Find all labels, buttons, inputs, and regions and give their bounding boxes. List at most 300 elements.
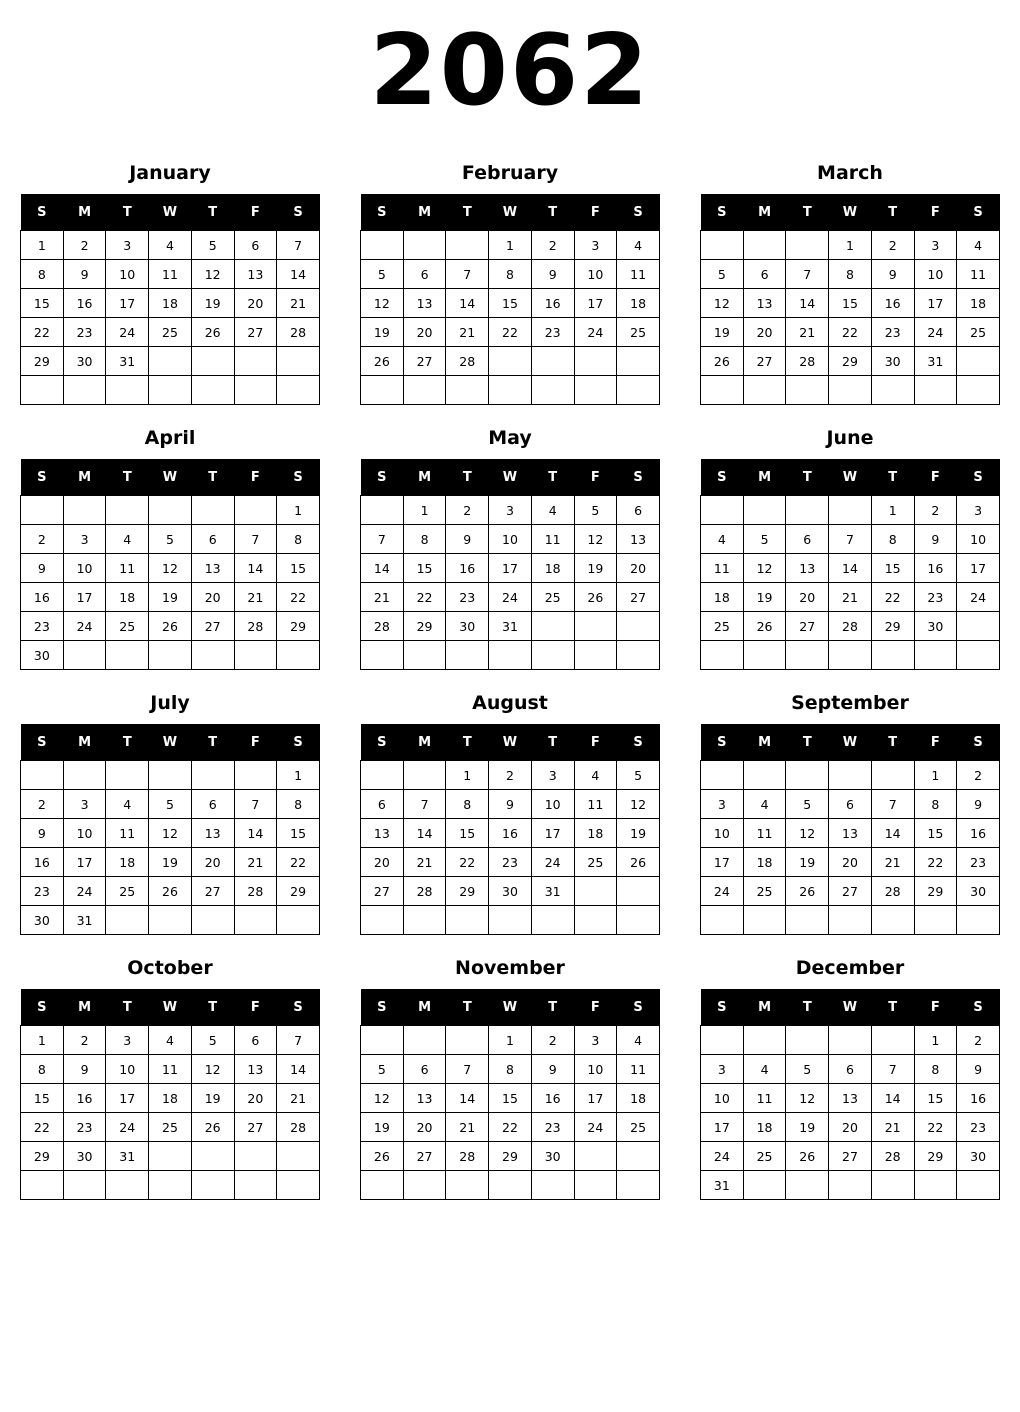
day-cell[interactable]: 30 bbox=[21, 906, 64, 935]
day-cell[interactable]: 7 bbox=[829, 525, 872, 554]
day-cell[interactable]: 17 bbox=[574, 289, 617, 318]
day-cell[interactable]: 31 bbox=[531, 877, 574, 906]
day-cell[interactable]: 18 bbox=[957, 289, 1000, 318]
day-cell[interactable]: 11 bbox=[106, 554, 149, 583]
day-cell[interactable]: 5 bbox=[361, 260, 404, 289]
day-cell[interactable]: 25 bbox=[957, 318, 1000, 347]
day-cell[interactable]: 5 bbox=[149, 790, 192, 819]
day-cell[interactable]: 26 bbox=[786, 1142, 829, 1171]
day-cell[interactable]: 4 bbox=[957, 231, 1000, 260]
day-cell[interactable]: 11 bbox=[617, 260, 660, 289]
day-cell[interactable]: 13 bbox=[829, 1084, 872, 1113]
day-cell[interactable]: 14 bbox=[234, 819, 277, 848]
day-cell[interactable]: 15 bbox=[871, 554, 914, 583]
day-cell[interactable]: 11 bbox=[574, 790, 617, 819]
day-cell[interactable]: 17 bbox=[574, 1084, 617, 1113]
day-cell[interactable]: 1 bbox=[403, 496, 446, 525]
day-cell[interactable]: 21 bbox=[446, 318, 489, 347]
day-cell[interactable]: 13 bbox=[191, 554, 234, 583]
day-cell[interactable]: 3 bbox=[574, 231, 617, 260]
day-cell[interactable]: 8 bbox=[277, 525, 320, 554]
day-cell[interactable]: 4 bbox=[149, 1026, 192, 1055]
day-cell[interactable]: 18 bbox=[106, 848, 149, 877]
day-cell[interactable]: 18 bbox=[106, 583, 149, 612]
day-cell[interactable]: 18 bbox=[149, 289, 192, 318]
day-cell[interactable]: 28 bbox=[234, 612, 277, 641]
day-cell[interactable]: 8 bbox=[871, 525, 914, 554]
day-cell[interactable]: 22 bbox=[446, 848, 489, 877]
day-cell[interactable]: 12 bbox=[191, 260, 234, 289]
day-cell[interactable]: 28 bbox=[361, 612, 404, 641]
day-cell[interactable]: 1 bbox=[829, 231, 872, 260]
day-cell[interactable]: 6 bbox=[361, 790, 404, 819]
day-cell[interactable]: 15 bbox=[403, 554, 446, 583]
day-cell[interactable]: 13 bbox=[234, 260, 277, 289]
day-cell[interactable]: 8 bbox=[914, 1055, 957, 1084]
day-cell[interactable]: 2 bbox=[957, 761, 1000, 790]
day-cell[interactable]: 16 bbox=[531, 1084, 574, 1113]
day-cell[interactable]: 6 bbox=[234, 231, 277, 260]
day-cell[interactable]: 10 bbox=[914, 260, 957, 289]
day-cell[interactable]: 7 bbox=[234, 525, 277, 554]
day-cell[interactable]: 7 bbox=[786, 260, 829, 289]
day-cell[interactable]: 19 bbox=[617, 819, 660, 848]
day-cell[interactable]: 8 bbox=[446, 790, 489, 819]
day-cell[interactable]: 23 bbox=[21, 877, 64, 906]
day-cell[interactable]: 5 bbox=[743, 525, 786, 554]
day-cell[interactable]: 25 bbox=[743, 877, 786, 906]
day-cell[interactable]: 1 bbox=[277, 761, 320, 790]
day-cell[interactable]: 1 bbox=[277, 496, 320, 525]
day-cell[interactable]: 28 bbox=[277, 1113, 320, 1142]
day-cell[interactable]: 9 bbox=[531, 1055, 574, 1084]
day-cell[interactable]: 10 bbox=[489, 525, 532, 554]
day-cell[interactable]: 12 bbox=[361, 289, 404, 318]
day-cell[interactable]: 24 bbox=[63, 877, 106, 906]
day-cell[interactable]: 3 bbox=[701, 1055, 744, 1084]
day-cell[interactable]: 11 bbox=[149, 260, 192, 289]
day-cell[interactable]: 8 bbox=[489, 1055, 532, 1084]
day-cell[interactable]: 26 bbox=[743, 612, 786, 641]
day-cell[interactable]: 29 bbox=[446, 877, 489, 906]
day-cell[interactable]: 8 bbox=[489, 260, 532, 289]
day-cell[interactable]: 16 bbox=[446, 554, 489, 583]
day-cell[interactable]: 5 bbox=[191, 1026, 234, 1055]
day-cell[interactable]: 9 bbox=[957, 790, 1000, 819]
day-cell[interactable]: 6 bbox=[191, 790, 234, 819]
day-cell[interactable]: 24 bbox=[106, 1113, 149, 1142]
day-cell[interactable]: 11 bbox=[957, 260, 1000, 289]
day-cell[interactable]: 1 bbox=[446, 761, 489, 790]
day-cell[interactable]: 12 bbox=[701, 289, 744, 318]
day-cell[interactable]: 3 bbox=[574, 1026, 617, 1055]
day-cell[interactable]: 29 bbox=[21, 1142, 64, 1171]
day-cell[interactable]: 26 bbox=[149, 612, 192, 641]
day-cell[interactable]: 23 bbox=[446, 583, 489, 612]
day-cell[interactable]: 17 bbox=[106, 1084, 149, 1113]
day-cell[interactable]: 21 bbox=[829, 583, 872, 612]
day-cell[interactable]: 20 bbox=[743, 318, 786, 347]
day-cell[interactable]: 31 bbox=[701, 1171, 744, 1200]
day-cell[interactable]: 17 bbox=[489, 554, 532, 583]
day-cell[interactable]: 5 bbox=[191, 231, 234, 260]
day-cell[interactable]: 29 bbox=[914, 1142, 957, 1171]
day-cell[interactable]: 20 bbox=[403, 1113, 446, 1142]
day-cell[interactable]: 2 bbox=[531, 1026, 574, 1055]
day-cell[interactable]: 7 bbox=[446, 1055, 489, 1084]
day-cell[interactable]: 6 bbox=[403, 1055, 446, 1084]
day-cell[interactable]: 17 bbox=[531, 819, 574, 848]
day-cell[interactable]: 25 bbox=[149, 318, 192, 347]
day-cell[interactable]: 29 bbox=[277, 612, 320, 641]
day-cell[interactable]: 2 bbox=[531, 231, 574, 260]
day-cell[interactable]: 14 bbox=[871, 1084, 914, 1113]
day-cell[interactable]: 30 bbox=[957, 1142, 1000, 1171]
day-cell[interactable]: 15 bbox=[21, 289, 64, 318]
day-cell[interactable]: 3 bbox=[63, 525, 106, 554]
day-cell[interactable]: 6 bbox=[191, 525, 234, 554]
day-cell[interactable]: 25 bbox=[617, 318, 660, 347]
day-cell[interactable]: 19 bbox=[191, 1084, 234, 1113]
day-cell[interactable]: 22 bbox=[914, 848, 957, 877]
day-cell[interactable]: 2 bbox=[21, 790, 64, 819]
day-cell[interactable]: 12 bbox=[786, 1084, 829, 1113]
day-cell[interactable]: 15 bbox=[829, 289, 872, 318]
day-cell[interactable]: 25 bbox=[574, 848, 617, 877]
day-cell[interactable]: 13 bbox=[786, 554, 829, 583]
day-cell[interactable]: 11 bbox=[701, 554, 744, 583]
day-cell[interactable]: 8 bbox=[21, 260, 64, 289]
day-cell[interactable]: 3 bbox=[914, 231, 957, 260]
day-cell[interactable]: 25 bbox=[149, 1113, 192, 1142]
day-cell[interactable]: 20 bbox=[361, 848, 404, 877]
day-cell[interactable]: 15 bbox=[277, 819, 320, 848]
day-cell[interactable]: 18 bbox=[701, 583, 744, 612]
day-cell[interactable]: 21 bbox=[277, 289, 320, 318]
day-cell[interactable]: 28 bbox=[403, 877, 446, 906]
day-cell[interactable]: 20 bbox=[617, 554, 660, 583]
day-cell[interactable]: 31 bbox=[106, 347, 149, 376]
day-cell[interactable]: 4 bbox=[106, 790, 149, 819]
day-cell[interactable]: 30 bbox=[531, 1142, 574, 1171]
day-cell[interactable]: 22 bbox=[21, 318, 64, 347]
day-cell[interactable]: 26 bbox=[149, 877, 192, 906]
day-cell[interactable]: 16 bbox=[957, 1084, 1000, 1113]
day-cell[interactable]: 9 bbox=[21, 819, 64, 848]
day-cell[interactable]: 6 bbox=[403, 260, 446, 289]
day-cell[interactable]: 1 bbox=[871, 496, 914, 525]
day-cell[interactable]: 18 bbox=[149, 1084, 192, 1113]
day-cell[interactable]: 13 bbox=[403, 289, 446, 318]
day-cell[interactable]: 5 bbox=[617, 761, 660, 790]
day-cell[interactable]: 29 bbox=[21, 347, 64, 376]
day-cell[interactable]: 30 bbox=[63, 347, 106, 376]
day-cell[interactable]: 3 bbox=[489, 496, 532, 525]
day-cell[interactable]: 27 bbox=[786, 612, 829, 641]
day-cell[interactable]: 3 bbox=[106, 1026, 149, 1055]
day-cell[interactable]: 7 bbox=[234, 790, 277, 819]
day-cell[interactable]: 29 bbox=[871, 612, 914, 641]
day-cell[interactable]: 12 bbox=[149, 554, 192, 583]
day-cell[interactable]: 21 bbox=[361, 583, 404, 612]
day-cell[interactable]: 9 bbox=[957, 1055, 1000, 1084]
day-cell[interactable]: 28 bbox=[871, 877, 914, 906]
day-cell[interactable]: 13 bbox=[617, 525, 660, 554]
day-cell[interactable]: 2 bbox=[63, 1026, 106, 1055]
day-cell[interactable]: 12 bbox=[149, 819, 192, 848]
day-cell[interactable]: 21 bbox=[234, 848, 277, 877]
day-cell[interactable]: 20 bbox=[234, 1084, 277, 1113]
day-cell[interactable]: 4 bbox=[617, 231, 660, 260]
day-cell[interactable]: 22 bbox=[829, 318, 872, 347]
day-cell[interactable]: 27 bbox=[191, 612, 234, 641]
day-cell[interactable]: 20 bbox=[829, 1113, 872, 1142]
day-cell[interactable]: 31 bbox=[489, 612, 532, 641]
day-cell[interactable]: 10 bbox=[574, 260, 617, 289]
day-cell[interactable]: 9 bbox=[531, 260, 574, 289]
day-cell[interactable]: 16 bbox=[531, 289, 574, 318]
day-cell[interactable]: 25 bbox=[106, 612, 149, 641]
day-cell[interactable]: 7 bbox=[277, 1026, 320, 1055]
day-cell[interactable]: 11 bbox=[106, 819, 149, 848]
day-cell[interactable]: 17 bbox=[957, 554, 1000, 583]
day-cell[interactable]: 19 bbox=[786, 1113, 829, 1142]
day-cell[interactable]: 10 bbox=[63, 819, 106, 848]
day-cell[interactable]: 21 bbox=[277, 1084, 320, 1113]
day-cell[interactable]: 27 bbox=[403, 347, 446, 376]
day-cell[interactable]: 27 bbox=[234, 1113, 277, 1142]
day-cell[interactable]: 24 bbox=[574, 318, 617, 347]
day-cell[interactable]: 18 bbox=[617, 1084, 660, 1113]
day-cell[interactable]: 24 bbox=[701, 877, 744, 906]
day-cell[interactable]: 31 bbox=[63, 906, 106, 935]
day-cell[interactable]: 3 bbox=[531, 761, 574, 790]
day-cell[interactable]: 26 bbox=[191, 1113, 234, 1142]
day-cell[interactable]: 13 bbox=[829, 819, 872, 848]
day-cell[interactable]: 5 bbox=[574, 496, 617, 525]
day-cell[interactable]: 14 bbox=[446, 289, 489, 318]
day-cell[interactable]: 23 bbox=[489, 848, 532, 877]
day-cell[interactable]: 29 bbox=[277, 877, 320, 906]
day-cell[interactable]: 10 bbox=[106, 1055, 149, 1084]
day-cell[interactable]: 24 bbox=[106, 318, 149, 347]
day-cell[interactable]: 11 bbox=[743, 1084, 786, 1113]
day-cell[interactable]: 2 bbox=[489, 761, 532, 790]
day-cell[interactable]: 19 bbox=[743, 583, 786, 612]
day-cell[interactable]: 24 bbox=[701, 1142, 744, 1171]
day-cell[interactable]: 15 bbox=[21, 1084, 64, 1113]
day-cell[interactable]: 9 bbox=[63, 260, 106, 289]
day-cell[interactable]: 14 bbox=[361, 554, 404, 583]
day-cell[interactable]: 6 bbox=[234, 1026, 277, 1055]
day-cell[interactable]: 27 bbox=[191, 877, 234, 906]
day-cell[interactable]: 9 bbox=[914, 525, 957, 554]
day-cell[interactable]: 20 bbox=[191, 583, 234, 612]
day-cell[interactable]: 19 bbox=[574, 554, 617, 583]
day-cell[interactable]: 21 bbox=[871, 1113, 914, 1142]
day-cell[interactable]: 16 bbox=[63, 289, 106, 318]
day-cell[interactable]: 9 bbox=[63, 1055, 106, 1084]
day-cell[interactable]: 28 bbox=[829, 612, 872, 641]
day-cell[interactable]: 3 bbox=[701, 790, 744, 819]
day-cell[interactable]: 12 bbox=[574, 525, 617, 554]
day-cell[interactable]: 1 bbox=[489, 1026, 532, 1055]
day-cell[interactable]: 2 bbox=[63, 231, 106, 260]
day-cell[interactable]: 1 bbox=[914, 1026, 957, 1055]
day-cell[interactable]: 21 bbox=[234, 583, 277, 612]
day-cell[interactable]: 13 bbox=[191, 819, 234, 848]
day-cell[interactable]: 17 bbox=[914, 289, 957, 318]
day-cell[interactable]: 8 bbox=[914, 790, 957, 819]
day-cell[interactable]: 25 bbox=[531, 583, 574, 612]
day-cell[interactable]: 20 bbox=[234, 289, 277, 318]
day-cell[interactable]: 3 bbox=[63, 790, 106, 819]
day-cell[interactable]: 2 bbox=[871, 231, 914, 260]
day-cell[interactable]: 10 bbox=[63, 554, 106, 583]
day-cell[interactable]: 4 bbox=[574, 761, 617, 790]
day-cell[interactable]: 20 bbox=[191, 848, 234, 877]
day-cell[interactable]: 27 bbox=[617, 583, 660, 612]
day-cell[interactable]: 4 bbox=[531, 496, 574, 525]
day-cell[interactable]: 16 bbox=[914, 554, 957, 583]
day-cell[interactable]: 25 bbox=[701, 612, 744, 641]
day-cell[interactable]: 23 bbox=[21, 612, 64, 641]
day-cell[interactable]: 27 bbox=[234, 318, 277, 347]
day-cell[interactable]: 30 bbox=[489, 877, 532, 906]
day-cell[interactable]: 22 bbox=[489, 1113, 532, 1142]
day-cell[interactable]: 11 bbox=[531, 525, 574, 554]
day-cell[interactable]: 22 bbox=[277, 583, 320, 612]
day-cell[interactable]: 17 bbox=[701, 848, 744, 877]
day-cell[interactable]: 25 bbox=[743, 1142, 786, 1171]
day-cell[interactable]: 6 bbox=[617, 496, 660, 525]
day-cell[interactable]: 15 bbox=[914, 819, 957, 848]
day-cell[interactable]: 7 bbox=[361, 525, 404, 554]
day-cell[interactable]: 18 bbox=[743, 848, 786, 877]
day-cell[interactable]: 22 bbox=[21, 1113, 64, 1142]
day-cell[interactable]: 10 bbox=[701, 819, 744, 848]
day-cell[interactable]: 19 bbox=[149, 583, 192, 612]
day-cell[interactable]: 2 bbox=[914, 496, 957, 525]
day-cell[interactable]: 10 bbox=[574, 1055, 617, 1084]
day-cell[interactable]: 4 bbox=[149, 231, 192, 260]
day-cell[interactable]: 30 bbox=[446, 612, 489, 641]
day-cell[interactable]: 5 bbox=[149, 525, 192, 554]
day-cell[interactable]: 3 bbox=[957, 496, 1000, 525]
day-cell[interactable]: 4 bbox=[617, 1026, 660, 1055]
day-cell[interactable]: 7 bbox=[446, 260, 489, 289]
day-cell[interactable]: 18 bbox=[617, 289, 660, 318]
day-cell[interactable]: 12 bbox=[743, 554, 786, 583]
day-cell[interactable]: 1 bbox=[914, 761, 957, 790]
day-cell[interactable]: 30 bbox=[957, 877, 1000, 906]
day-cell[interactable]: 5 bbox=[701, 260, 744, 289]
day-cell[interactable]: 21 bbox=[446, 1113, 489, 1142]
day-cell[interactable]: 29 bbox=[914, 877, 957, 906]
day-cell[interactable]: 23 bbox=[871, 318, 914, 347]
day-cell[interactable]: 27 bbox=[743, 347, 786, 376]
day-cell[interactable]: 25 bbox=[106, 877, 149, 906]
day-cell[interactable]: 17 bbox=[106, 289, 149, 318]
day-cell[interactable]: 24 bbox=[489, 583, 532, 612]
day-cell[interactable]: 10 bbox=[701, 1084, 744, 1113]
day-cell[interactable]: 26 bbox=[361, 1142, 404, 1171]
day-cell[interactable]: 13 bbox=[234, 1055, 277, 1084]
day-cell[interactable]: 2 bbox=[446, 496, 489, 525]
day-cell[interactable]: 10 bbox=[531, 790, 574, 819]
day-cell[interactable]: 9 bbox=[21, 554, 64, 583]
day-cell[interactable]: 7 bbox=[403, 790, 446, 819]
day-cell[interactable]: 19 bbox=[149, 848, 192, 877]
day-cell[interactable]: 8 bbox=[21, 1055, 64, 1084]
day-cell[interactable]: 29 bbox=[829, 347, 872, 376]
day-cell[interactable]: 26 bbox=[574, 583, 617, 612]
day-cell[interactable]: 6 bbox=[829, 790, 872, 819]
day-cell[interactable]: 19 bbox=[361, 1113, 404, 1142]
day-cell[interactable]: 14 bbox=[403, 819, 446, 848]
day-cell[interactable]: 14 bbox=[829, 554, 872, 583]
day-cell[interactable]: 24 bbox=[914, 318, 957, 347]
day-cell[interactable]: 8 bbox=[403, 525, 446, 554]
day-cell[interactable]: 30 bbox=[21, 641, 64, 670]
day-cell[interactable]: 25 bbox=[617, 1113, 660, 1142]
day-cell[interactable]: 15 bbox=[914, 1084, 957, 1113]
day-cell[interactable]: 16 bbox=[489, 819, 532, 848]
day-cell[interactable]: 4 bbox=[743, 1055, 786, 1084]
day-cell[interactable]: 14 bbox=[786, 289, 829, 318]
day-cell[interactable]: 18 bbox=[574, 819, 617, 848]
day-cell[interactable]: 17 bbox=[63, 848, 106, 877]
day-cell[interactable]: 6 bbox=[786, 525, 829, 554]
day-cell[interactable]: 22 bbox=[914, 1113, 957, 1142]
day-cell[interactable]: 19 bbox=[786, 848, 829, 877]
day-cell[interactable]: 14 bbox=[277, 260, 320, 289]
day-cell[interactable]: 27 bbox=[829, 877, 872, 906]
day-cell[interactable]: 23 bbox=[63, 318, 106, 347]
day-cell[interactable]: 21 bbox=[403, 848, 446, 877]
day-cell[interactable]: 5 bbox=[361, 1055, 404, 1084]
day-cell[interactable]: 27 bbox=[829, 1142, 872, 1171]
day-cell[interactable]: 27 bbox=[403, 1142, 446, 1171]
day-cell[interactable]: 7 bbox=[277, 231, 320, 260]
day-cell[interactable]: 20 bbox=[403, 318, 446, 347]
day-cell[interactable]: 7 bbox=[871, 790, 914, 819]
day-cell[interactable]: 22 bbox=[489, 318, 532, 347]
day-cell[interactable]: 17 bbox=[63, 583, 106, 612]
day-cell[interactable]: 8 bbox=[277, 790, 320, 819]
day-cell[interactable]: 26 bbox=[701, 347, 744, 376]
day-cell[interactable]: 8 bbox=[829, 260, 872, 289]
day-cell[interactable]: 28 bbox=[871, 1142, 914, 1171]
day-cell[interactable]: 28 bbox=[234, 877, 277, 906]
day-cell[interactable]: 22 bbox=[403, 583, 446, 612]
day-cell[interactable]: 20 bbox=[829, 848, 872, 877]
day-cell[interactable]: 10 bbox=[957, 525, 1000, 554]
day-cell[interactable]: 5 bbox=[786, 790, 829, 819]
day-cell[interactable]: 30 bbox=[871, 347, 914, 376]
day-cell[interactable]: 3 bbox=[106, 231, 149, 260]
day-cell[interactable]: 16 bbox=[21, 848, 64, 877]
day-cell[interactable]: 21 bbox=[786, 318, 829, 347]
day-cell[interactable]: 23 bbox=[957, 848, 1000, 877]
day-cell[interactable]: 1 bbox=[489, 231, 532, 260]
day-cell[interactable]: 19 bbox=[361, 318, 404, 347]
day-cell[interactable]: 28 bbox=[446, 347, 489, 376]
day-cell[interactable]: 19 bbox=[191, 289, 234, 318]
day-cell[interactable]: 28 bbox=[446, 1142, 489, 1171]
day-cell[interactable]: 12 bbox=[361, 1084, 404, 1113]
day-cell[interactable]: 13 bbox=[743, 289, 786, 318]
